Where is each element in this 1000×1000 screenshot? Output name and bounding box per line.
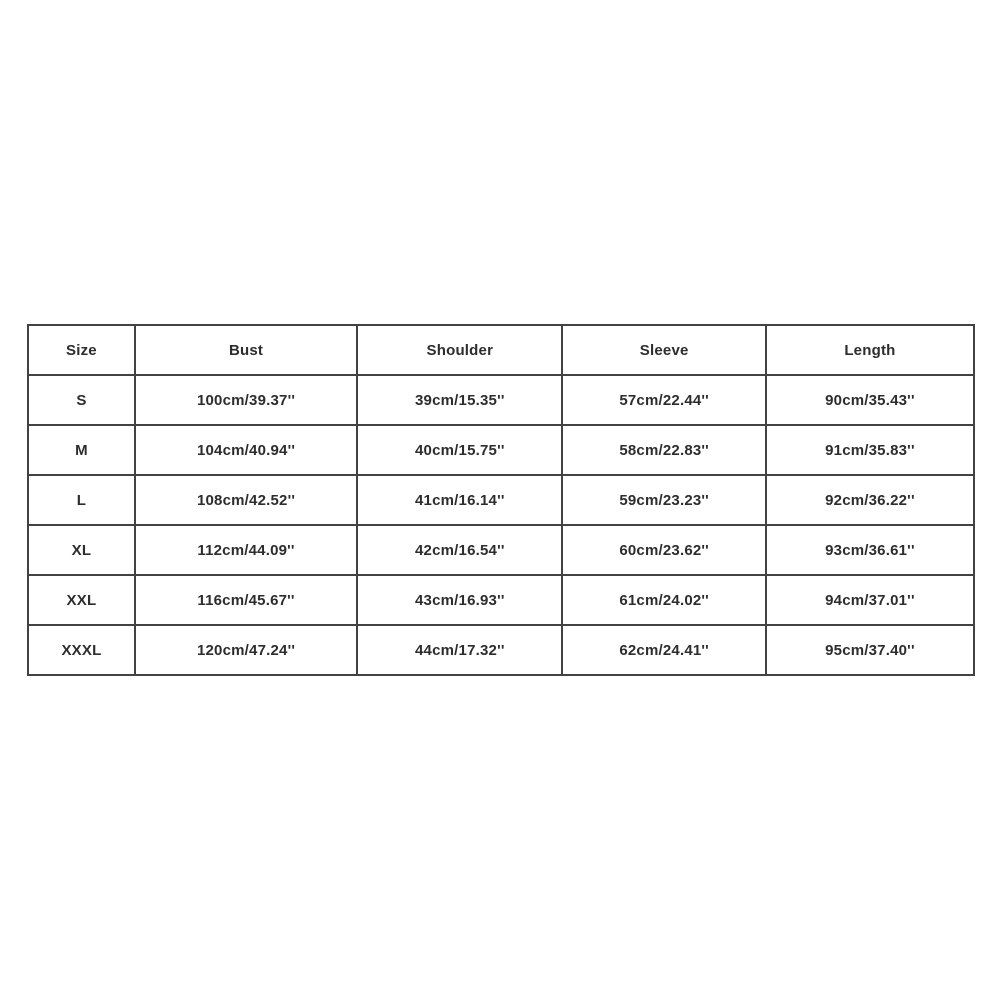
- measurement-cell: 116cm/45.67'': [135, 575, 357, 625]
- measurement-cell: 44cm/17.32'': [357, 625, 562, 675]
- table-row-s: [28, 375, 974, 425]
- column-header-length: Length: [766, 325, 974, 375]
- measurement-cell: 95cm/37.40'': [766, 625, 974, 675]
- table-row-m: [28, 425, 974, 475]
- size-chart-header-row: [28, 325, 974, 375]
- measurement-cell: 61cm/24.02'': [562, 575, 765, 625]
- size-label-cell: M: [28, 425, 135, 475]
- size-label-cell: XL: [28, 525, 135, 575]
- measurement-cell: 59cm/23.23'': [562, 475, 765, 525]
- measurement-cell: 90cm/35.43'': [766, 375, 974, 425]
- measurement-cell: 100cm/39.37'': [135, 375, 357, 425]
- measurement-cell: 41cm/16.14'': [357, 475, 562, 525]
- measurement-cell: 112cm/44.09'': [135, 525, 357, 575]
- column-header-shoulder: Shoulder: [357, 325, 562, 375]
- measurement-cell: 104cm/40.94'': [135, 425, 357, 475]
- column-header-size: Size: [28, 325, 135, 375]
- measurement-cell: 43cm/16.93'': [357, 575, 562, 625]
- measurement-cell: 108cm/42.52'': [135, 475, 357, 525]
- table-row-l: [28, 475, 974, 525]
- measurement-cell: 42cm/16.54'': [357, 525, 562, 575]
- table-row-xxxl: [28, 625, 974, 675]
- size-label-cell: S: [28, 375, 135, 425]
- size-chart-table: [27, 324, 975, 676]
- measurement-cell: 94cm/37.01'': [766, 575, 974, 625]
- measurement-cell: 93cm/36.61'': [766, 525, 974, 575]
- measurement-cell: 57cm/22.44'': [562, 375, 765, 425]
- size-chart-body: [28, 375, 974, 675]
- size-label-cell: XXL: [28, 575, 135, 625]
- measurement-cell: 60cm/23.62'': [562, 525, 765, 575]
- table-row-xxl: [28, 575, 974, 625]
- measurement-cell: 40cm/15.75'': [357, 425, 562, 475]
- column-header-sleeve: Sleeve: [562, 325, 765, 375]
- column-header-bust: Bust: [135, 325, 357, 375]
- measurement-cell: 58cm/22.83'': [562, 425, 765, 475]
- measurement-cell: 120cm/47.24'': [135, 625, 357, 675]
- measurement-cell: 92cm/36.22'': [766, 475, 974, 525]
- size-label-cell: L: [28, 475, 135, 525]
- measurement-cell: 39cm/15.35'': [357, 375, 562, 425]
- table-row-xl: [28, 525, 974, 575]
- measurement-cell: 91cm/35.83'': [766, 425, 974, 475]
- size-label-cell: XXXL: [28, 625, 135, 675]
- measurement-cell: 62cm/24.41'': [562, 625, 765, 675]
